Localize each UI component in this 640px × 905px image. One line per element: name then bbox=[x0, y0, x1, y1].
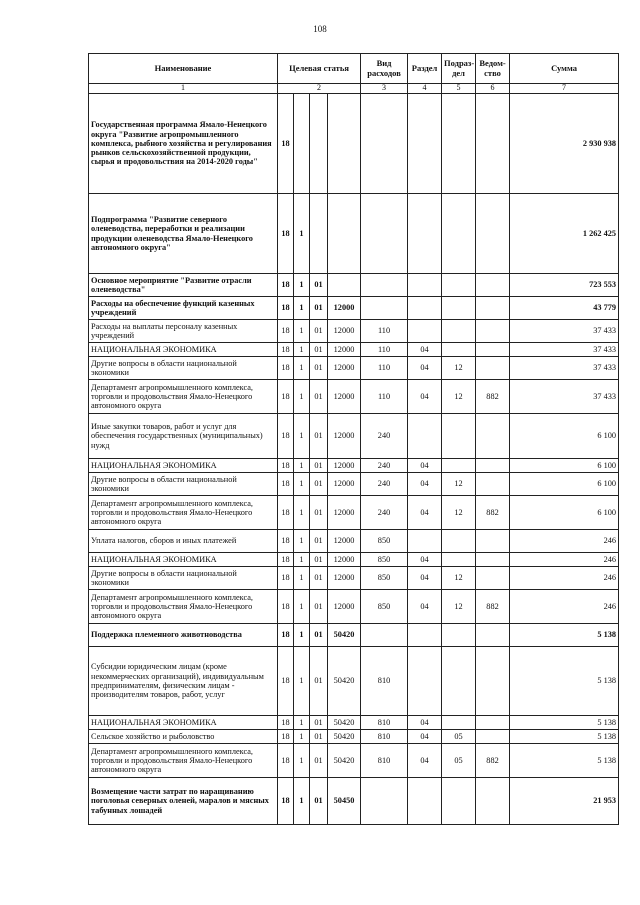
table-row bbox=[89, 473, 619, 496]
column-number: 5 bbox=[442, 84, 476, 94]
cell-c3: 01 bbox=[310, 530, 328, 553]
cell-name: Другие вопросы в области национальной экономики bbox=[89, 357, 278, 380]
cell-c1: 18 bbox=[278, 343, 294, 357]
header-row bbox=[89, 54, 619, 84]
cell-c1: 18 bbox=[278, 730, 294, 744]
header-subsection: Подраз-дел bbox=[442, 54, 476, 84]
cell-c2: 1 bbox=[294, 320, 310, 343]
cell-sub: 12 bbox=[442, 590, 476, 624]
cell-sub bbox=[442, 553, 476, 567]
cell-sum: 6 100 bbox=[510, 496, 619, 530]
cell-dept bbox=[476, 94, 510, 194]
table-row bbox=[89, 624, 619, 647]
cell-dept bbox=[476, 624, 510, 647]
cell-c1: 18 bbox=[278, 297, 294, 320]
cell-sum: 723 553 bbox=[510, 274, 619, 297]
cell-c4: 50420 bbox=[328, 716, 361, 730]
cell-sub: 05 bbox=[442, 744, 476, 778]
cell-c4: 12000 bbox=[328, 459, 361, 473]
cell-sum: 43 779 bbox=[510, 297, 619, 320]
cell-name: НАЦИОНАЛЬНАЯ ЭКОНОМИКА bbox=[89, 716, 278, 730]
cell-c1: 18 bbox=[278, 647, 294, 716]
cell-section: 04 bbox=[408, 590, 442, 624]
cell-kind: 240 bbox=[361, 459, 408, 473]
cell-name: Поддержка племенного животноводства bbox=[89, 624, 278, 647]
cell-sub bbox=[442, 343, 476, 357]
cell-c4 bbox=[328, 194, 361, 274]
cell-sum: 6 100 bbox=[510, 473, 619, 496]
cell-section: 04 bbox=[408, 716, 442, 730]
cell-section bbox=[408, 274, 442, 297]
cell-kind: 110 bbox=[361, 380, 408, 414]
table-row bbox=[89, 778, 619, 825]
cell-c3: 01 bbox=[310, 414, 328, 459]
cell-c2: 1 bbox=[294, 730, 310, 744]
table-row bbox=[89, 94, 619, 194]
cell-sub: 12 bbox=[442, 473, 476, 496]
cell-name: Департамент агропромышленного комплекса, торговли и продовольствия Ямало-Ненецкого автономного округа bbox=[89, 380, 278, 414]
cell-sum: 5 138 bbox=[510, 744, 619, 778]
cell-kind: 810 bbox=[361, 744, 408, 778]
cell-sum: 37 433 bbox=[510, 357, 619, 380]
cell-sum: 1 262 425 bbox=[510, 194, 619, 274]
cell-sub bbox=[442, 647, 476, 716]
cell-section: 04 bbox=[408, 343, 442, 357]
cell-section: 04 bbox=[408, 553, 442, 567]
cell-c3: 01 bbox=[310, 567, 328, 590]
cell-section bbox=[408, 624, 442, 647]
cell-c3: 01 bbox=[310, 553, 328, 567]
table-row bbox=[89, 274, 619, 297]
cell-kind: 110 bbox=[361, 320, 408, 343]
cell-dept bbox=[476, 473, 510, 496]
cell-c1: 18 bbox=[278, 567, 294, 590]
cell-c2: 1 bbox=[294, 778, 310, 825]
cell-sum: 5 138 bbox=[510, 647, 619, 716]
cell-sub bbox=[442, 414, 476, 459]
cell-c2: 1 bbox=[294, 496, 310, 530]
cell-kind: 850 bbox=[361, 567, 408, 590]
cell-c3: 01 bbox=[310, 730, 328, 744]
cell-sum: 6 100 bbox=[510, 414, 619, 459]
cell-dept bbox=[476, 730, 510, 744]
cell-dept bbox=[476, 553, 510, 567]
cell-c2: 1 bbox=[294, 380, 310, 414]
cell-c2: 1 bbox=[294, 716, 310, 730]
cell-c2: 1 bbox=[294, 343, 310, 357]
cell-name: Другие вопросы в области национальной экономики bbox=[89, 567, 278, 590]
cell-kind: 240 bbox=[361, 473, 408, 496]
cell-section: 04 bbox=[408, 459, 442, 473]
column-number: 6 bbox=[476, 84, 510, 94]
cell-dept: 882 bbox=[476, 590, 510, 624]
cell-section bbox=[408, 414, 442, 459]
cell-section: 04 bbox=[408, 567, 442, 590]
cell-name: НАЦИОНАЛЬНАЯ ЭКОНОМИКА bbox=[89, 343, 278, 357]
cell-c2: 1 bbox=[294, 567, 310, 590]
cell-name: Департамент агропромышленного комплекса, торговли и продовольствия Ямало-Ненецкого автономного округа bbox=[89, 744, 278, 778]
table-row bbox=[89, 343, 619, 357]
cell-sum: 246 bbox=[510, 567, 619, 590]
cell-c4 bbox=[328, 274, 361, 297]
cell-sub bbox=[442, 624, 476, 647]
cell-name: Государственная программа Ямало-Ненецкого округа "Развитие агропромышленного комплекса, рыбного хозяйства и регулирования рынков сельскохозяйственной продукции, сырья и продовольствия на 2014-2020 годы" bbox=[89, 94, 278, 194]
cell-sub: 12 bbox=[442, 357, 476, 380]
cell-dept: 882 bbox=[476, 744, 510, 778]
cell-section bbox=[408, 647, 442, 716]
cell-c4: 12000 bbox=[328, 357, 361, 380]
cell-c1: 18 bbox=[278, 459, 294, 473]
cell-c4: 12000 bbox=[328, 297, 361, 320]
cell-c4: 12000 bbox=[328, 473, 361, 496]
cell-section bbox=[408, 194, 442, 274]
cell-sum: 5 138 bbox=[510, 624, 619, 647]
cell-sub bbox=[442, 297, 476, 320]
cell-kind: 110 bbox=[361, 343, 408, 357]
cell-c1: 18 bbox=[278, 553, 294, 567]
cell-name: Другие вопросы в области национальной экономики bbox=[89, 473, 278, 496]
cell-sub bbox=[442, 320, 476, 343]
cell-sub bbox=[442, 194, 476, 274]
cell-c3: 01 bbox=[310, 647, 328, 716]
cell-c1: 18 bbox=[278, 414, 294, 459]
cell-c1: 18 bbox=[278, 590, 294, 624]
cell-c4: 12000 bbox=[328, 320, 361, 343]
cell-sub bbox=[442, 530, 476, 553]
cell-section: 04 bbox=[408, 744, 442, 778]
cell-name: Департамент агропромышленного комплекса, торговли и продовольствия Ямало-Ненецкого автономного округа bbox=[89, 590, 278, 624]
column-number: 2 bbox=[278, 84, 361, 94]
cell-section bbox=[408, 320, 442, 343]
cell-c4: 12000 bbox=[328, 590, 361, 624]
cell-c2: 1 bbox=[294, 624, 310, 647]
cell-section: 04 bbox=[408, 496, 442, 530]
cell-section: 04 bbox=[408, 380, 442, 414]
cell-sub bbox=[442, 459, 476, 473]
cell-c1: 18 bbox=[278, 380, 294, 414]
cell-name: Иные закупки товаров, работ и услуг для обеспечения государственных (муниципальных) нужд bbox=[89, 414, 278, 459]
table-row bbox=[89, 730, 619, 744]
cell-c2: 1 bbox=[294, 194, 310, 274]
cell-sum: 37 433 bbox=[510, 380, 619, 414]
table-row bbox=[89, 647, 619, 716]
cell-dept bbox=[476, 357, 510, 380]
cell-c4: 50450 bbox=[328, 778, 361, 825]
column-number-row bbox=[89, 84, 619, 94]
cell-dept bbox=[476, 530, 510, 553]
cell-c1: 18 bbox=[278, 778, 294, 825]
cell-c2: 1 bbox=[294, 553, 310, 567]
cell-dept bbox=[476, 414, 510, 459]
cell-dept bbox=[476, 320, 510, 343]
cell-c2: 1 bbox=[294, 297, 310, 320]
cell-c4: 12000 bbox=[328, 530, 361, 553]
table-row bbox=[89, 530, 619, 553]
cell-c3: 01 bbox=[310, 357, 328, 380]
page-number: 108 bbox=[313, 24, 327, 34]
cell-kind: 850 bbox=[361, 590, 408, 624]
cell-name: Департамент агропромышленного комплекса, торговли и продовольствия Ямало-Ненецкого автономного округа bbox=[89, 496, 278, 530]
cell-c3: 01 bbox=[310, 624, 328, 647]
cell-kind: 240 bbox=[361, 414, 408, 459]
column-number: 3 bbox=[361, 84, 408, 94]
cell-dept bbox=[476, 343, 510, 357]
cell-kind bbox=[361, 274, 408, 297]
table-row bbox=[89, 297, 619, 320]
column-number: 4 bbox=[408, 84, 442, 94]
cell-sub bbox=[442, 94, 476, 194]
cell-c4 bbox=[328, 94, 361, 194]
cell-dept bbox=[476, 716, 510, 730]
cell-c1: 18 bbox=[278, 274, 294, 297]
cell-name: Возмещение части затрат по наращиванию поголовья северных оленей, маралов и мясных табунных лошадей bbox=[89, 778, 278, 825]
cell-sum: 21 953 bbox=[510, 778, 619, 825]
cell-c4: 12000 bbox=[328, 553, 361, 567]
cell-c1: 18 bbox=[278, 94, 294, 194]
cell-c1: 18 bbox=[278, 194, 294, 274]
cell-kind: 850 bbox=[361, 530, 408, 553]
cell-section: 04 bbox=[408, 473, 442, 496]
cell-dept bbox=[476, 274, 510, 297]
cell-sub bbox=[442, 778, 476, 825]
cell-c1: 18 bbox=[278, 716, 294, 730]
column-number: 1 bbox=[89, 84, 278, 94]
cell-section bbox=[408, 94, 442, 194]
cell-c3: 01 bbox=[310, 459, 328, 473]
cell-c3: 01 bbox=[310, 380, 328, 414]
cell-c3: 01 bbox=[310, 473, 328, 496]
cell-kind: 240 bbox=[361, 496, 408, 530]
table-row bbox=[89, 194, 619, 274]
table-row bbox=[89, 553, 619, 567]
cell-c2: 1 bbox=[294, 744, 310, 778]
cell-name: НАЦИОНАЛЬНАЯ ЭКОНОМИКА bbox=[89, 553, 278, 567]
cell-c2 bbox=[294, 94, 310, 194]
cell-c2: 1 bbox=[294, 530, 310, 553]
cell-kind: 110 bbox=[361, 357, 408, 380]
cell-sub bbox=[442, 274, 476, 297]
cell-c3: 01 bbox=[310, 297, 328, 320]
cell-c1: 18 bbox=[278, 496, 294, 530]
header-name: Наименование bbox=[89, 54, 278, 84]
cell-c1: 18 bbox=[278, 357, 294, 380]
cell-kind: 850 bbox=[361, 553, 408, 567]
cell-name: Сельское хозяйство и рыболовство bbox=[89, 730, 278, 744]
cell-section bbox=[408, 778, 442, 825]
cell-sum: 5 138 bbox=[510, 716, 619, 730]
cell-kind: 810 bbox=[361, 647, 408, 716]
cell-name: Расходы на выплаты персоналу казенных учреждений bbox=[89, 320, 278, 343]
cell-c1: 18 bbox=[278, 473, 294, 496]
table-row bbox=[89, 357, 619, 380]
cell-c2: 1 bbox=[294, 647, 310, 716]
cell-sum: 5 138 bbox=[510, 730, 619, 744]
header-kind: Вид расходов bbox=[361, 54, 408, 84]
table-row bbox=[89, 567, 619, 590]
table-row bbox=[89, 744, 619, 778]
cell-sub bbox=[442, 716, 476, 730]
cell-c4: 50420 bbox=[328, 624, 361, 647]
cell-c4: 50420 bbox=[328, 730, 361, 744]
cell-c1: 18 bbox=[278, 320, 294, 343]
cell-sum: 37 433 bbox=[510, 343, 619, 357]
cell-c1: 18 bbox=[278, 744, 294, 778]
cell-section bbox=[408, 297, 442, 320]
cell-kind: 810 bbox=[361, 730, 408, 744]
cell-c3: 01 bbox=[310, 320, 328, 343]
cell-c3: 01 bbox=[310, 496, 328, 530]
cell-c4: 12000 bbox=[328, 414, 361, 459]
cell-c4: 12000 bbox=[328, 496, 361, 530]
cell-c2: 1 bbox=[294, 414, 310, 459]
cell-c2: 1 bbox=[294, 357, 310, 380]
cell-c2: 1 bbox=[294, 473, 310, 496]
cell-c3 bbox=[310, 194, 328, 274]
column-number: 7 bbox=[510, 84, 619, 94]
cell-sub: 12 bbox=[442, 496, 476, 530]
table-row bbox=[89, 320, 619, 343]
header-dept: Ведом-ство bbox=[476, 54, 510, 84]
cell-dept bbox=[476, 567, 510, 590]
cell-kind bbox=[361, 194, 408, 274]
cell-c3: 01 bbox=[310, 590, 328, 624]
cell-name: Субсидии юридическим лицам (кроме некоммерческих организаций), индивидуальным предпринимателям, физическим лицам - производителям товаров, работ, услуг bbox=[89, 647, 278, 716]
cell-c4: 12000 bbox=[328, 380, 361, 414]
cell-kind bbox=[361, 94, 408, 194]
budget-table bbox=[88, 53, 619, 825]
cell-kind bbox=[361, 297, 408, 320]
cell-c3 bbox=[310, 94, 328, 194]
cell-name: Уплата налогов, сборов и иных платежей bbox=[89, 530, 278, 553]
cell-dept bbox=[476, 297, 510, 320]
table-row bbox=[89, 414, 619, 459]
cell-dept: 882 bbox=[476, 380, 510, 414]
cell-kind bbox=[361, 624, 408, 647]
cell-section bbox=[408, 530, 442, 553]
cell-c1: 18 bbox=[278, 530, 294, 553]
cell-c2: 1 bbox=[294, 459, 310, 473]
cell-sum: 246 bbox=[510, 530, 619, 553]
cell-c4: 50420 bbox=[328, 647, 361, 716]
cell-sub: 12 bbox=[442, 567, 476, 590]
cell-sub: 12 bbox=[442, 380, 476, 414]
header-section: Раздел bbox=[408, 54, 442, 84]
cell-dept bbox=[476, 459, 510, 473]
cell-c4: 12000 bbox=[328, 343, 361, 357]
cell-name: Расходы на обеспечение функций казенных учреждений bbox=[89, 297, 278, 320]
cell-name: Основное мероприятие "Развитие отрасли оленеводства" bbox=[89, 274, 278, 297]
table-row bbox=[89, 459, 619, 473]
cell-dept bbox=[476, 194, 510, 274]
cell-c3: 01 bbox=[310, 274, 328, 297]
cell-dept bbox=[476, 778, 510, 825]
cell-c3: 01 bbox=[310, 716, 328, 730]
cell-sum: 6 100 bbox=[510, 459, 619, 473]
header-sum: Сумма bbox=[510, 54, 619, 84]
table-row bbox=[89, 380, 619, 414]
table-row bbox=[89, 716, 619, 730]
cell-sum: 246 bbox=[510, 553, 619, 567]
cell-c3: 01 bbox=[310, 778, 328, 825]
cell-c3: 01 bbox=[310, 343, 328, 357]
cell-name: НАЦИОНАЛЬНАЯ ЭКОНОМИКА bbox=[89, 459, 278, 473]
cell-sum: 37 433 bbox=[510, 320, 619, 343]
header-target: Целевая статья bbox=[278, 54, 361, 84]
cell-section: 04 bbox=[408, 357, 442, 380]
cell-sum: 2 930 938 bbox=[510, 94, 619, 194]
cell-name: Подпрограмма "Развитие северного оленеводства, переработки и реализации продукции оленеводства Ямало-Ненецкого автономного округа" bbox=[89, 194, 278, 274]
cell-c1: 18 bbox=[278, 624, 294, 647]
cell-section: 04 bbox=[408, 730, 442, 744]
cell-c2: 1 bbox=[294, 274, 310, 297]
cell-c2: 1 bbox=[294, 590, 310, 624]
cell-kind: 810 bbox=[361, 716, 408, 730]
cell-c3: 01 bbox=[310, 744, 328, 778]
cell-dept bbox=[476, 647, 510, 716]
cell-kind bbox=[361, 778, 408, 825]
cell-c4: 50420 bbox=[328, 744, 361, 778]
cell-c4: 12000 bbox=[328, 567, 361, 590]
cell-dept: 882 bbox=[476, 496, 510, 530]
table-row bbox=[89, 590, 619, 624]
cell-sub: 05 bbox=[442, 730, 476, 744]
table-row bbox=[89, 496, 619, 530]
cell-sum: 246 bbox=[510, 590, 619, 624]
